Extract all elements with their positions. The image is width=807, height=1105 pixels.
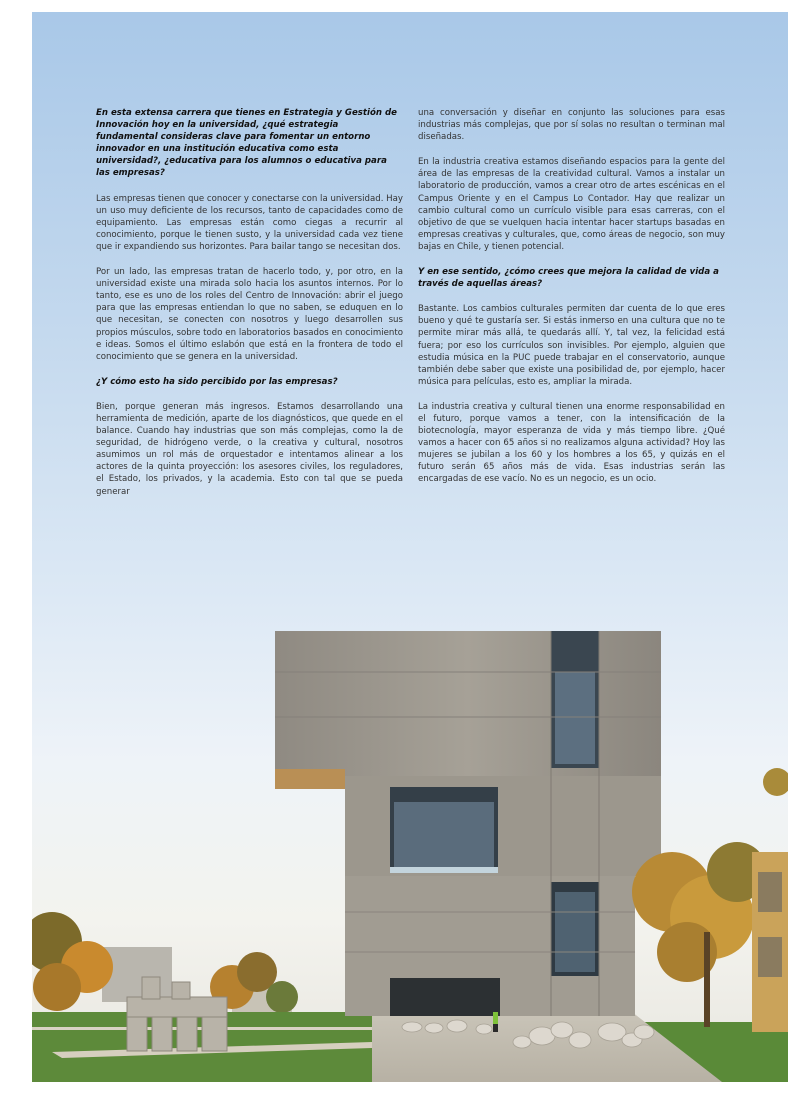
magazine-page xyxy=(32,12,788,1082)
answer-paragraph: Por un lado, las empresas tratan de hacerlo todo, y, por otro, en la universidad existe una mirada solo hacia los asuntos internos. Por lo tanto, ese es uno de los roles del Centro de Innovación: abrir el juego para que las empresas entiendan lo que no saben, se eduquen en lo que necesitan, se conecten con nosotros y luego desarrollen sus propios músculos, sobre todo en laboratorios basados en conocimiento e ideas. Somos el último eslabón que está en la frontera de todo el conocimiento que se genera en la universidad. xyxy=(96,267,403,362)
article-column-right xyxy=(418,107,725,499)
answer-paragraph: Bien, porque generan más ingresos. Estamos desarrollando una herramienta de medición, aparte de los diagnósticos, que quede en el balance. Cuando hay industrias que son más complejas, como la de seguridad, de hidrógeno verde, o la creativa y cultural, nosotros asumimos un rol más de orquestador e intentamos alinear a los actores de la quinta proyección: los asesores civiles, los reguladores, el Estado, los privados, y la academia. Esto con tal que se pueda generar xyxy=(96,401,403,497)
interview-question: Y en ese sentido, ¿cómo crees que mejora la calidad de vida a través de aquellas áreas? xyxy=(418,267,719,290)
answer-paragraph: una conversación y diseñar en conjunto las soluciones para esas industrias más complejas, que por sí solas no resultan o terminan mal diseñadas. xyxy=(418,108,725,143)
answer-paragraph: Las empresas tienen que conocer y conectarse con la universidad. Hay un uso muy deficiente de los recursos, tanto de capacidades como de equipamiento. Las empresas están como ciegas a recurrir al conocimiento, porque le tienen susto, y la universidad cada vez tiene que ir expandiendo sus horizontes. Para bailar tango se necesitan dos. xyxy=(96,193,403,252)
interview-question: ¿Y cómo esto ha sido percibido por las empresas? xyxy=(96,376,338,387)
concrete-building xyxy=(275,631,661,1016)
person xyxy=(493,1012,498,1024)
answer-paragraph: En la industria creativa estamos diseñando espacios para la gente del área de las empresas de la creatividad cultural. Vamos a instalar un laboratorio de producción, vamos a crear otro de artes escénicas en el Campus Oriente y en el Campus Lo Contador. Hay que realizar un cambio cultural como un currículo visible para esas carreras, con el objetivo de que se vuelquen hacia intentar hacer startups basadas en empresas creativas y culturales, que, como áreas de negocio, son muy bajas en Chile, y tienen potencial. xyxy=(418,157,725,252)
article-column-left xyxy=(96,107,403,511)
interview-question: En esta extensa carrera que tienes en Estrategia y Gestión de Innovación hoy en la universidad, ¿qué estrategia fundamental consideras clave para fomentar un entorno innovador en una institución educativa como esta universidad?, ¿educativa para los alumnos o educativa para las empresas? xyxy=(96,108,397,179)
answer-paragraph: Bastante. Los cambios culturales permiten dar cuenta de lo que eres bueno y qué te gustaría ser. Si estás inmerso en una cultura que no te permite mirar más allá, te quedarás allí. Y, tal vez, la felicidad está fuera; por eso los currículos son invisibles. Por ejemplo, alguien que estudia música en la PUC puede trabajar en el conservatorio, aunque también debe saber que existe una posibilidad de, por ejemplo, hacer música para películas, esto es, ampliar la mirada. xyxy=(418,304,725,387)
answer-paragraph: La industria creativa y cultural tienen una enorme responsabilidad en el futuro, porque vamos a tener, con la intensificación de la biotecnología, mayor esperanza de vida y más tiempo libre. ¿Qué vamos a hacer con 65 años si no realizamos alguna actividad? Hoy las mujeres se jubilan a los 60 y los hombres a los 65, y quizás en el futuro serán 65 años más de vida. Esas industrias serán las encargadas de ese vacío. No es un negocio, es un ocio. xyxy=(418,401,725,485)
background-building xyxy=(102,947,172,1002)
